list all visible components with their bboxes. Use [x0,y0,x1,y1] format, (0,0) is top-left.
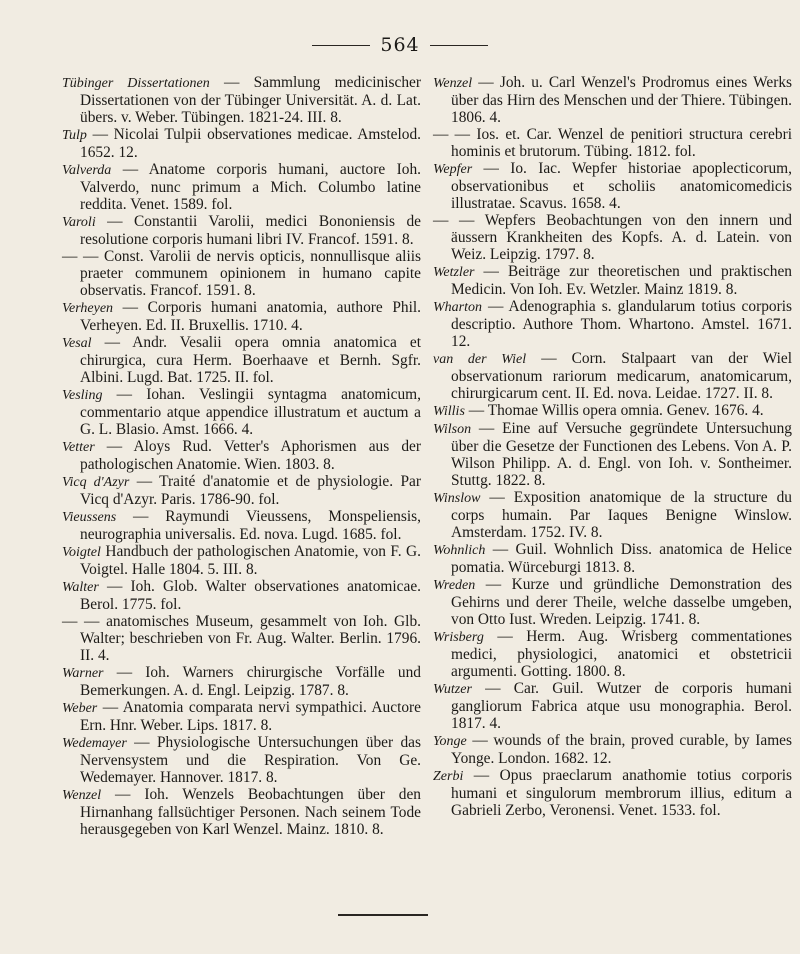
entry-text: — Anatome corporis humani, auctore Ioh. Valverdo, nunc primum a Mich. Columbo latine reddita. Venet. 1589. fol. [80,161,421,213]
entry-text: — Adenographia s. glandularum totius corporis descriptio. Authore Thom. Whartono. Amstel. 1671. 12. [451,298,792,350]
entry-author: Willis [433,404,465,419]
bibliography-entry [433,576,792,628]
entry-author: Voigtel [62,545,101,560]
bibliography-entry [62,438,421,473]
entry-text: — Guil. Wohnlich Diss. anatomica de Helice pomatia. Würceburgi 1813. 8. [451,541,792,576]
bibliography-entry [433,212,792,263]
entry-author: Zerbi [433,769,464,784]
entry-text: — Ioh. Glob. Walter observationes anatomicae. Berol. 1775. fol. [80,578,421,613]
entry-text: — Exposition anatomique de la structure du corps humain. Par Iaques Benigne Winslow. Amsterdam. 1752. IV. 8. [451,489,792,541]
entry-author: Vicq d'Azyr [62,475,130,490]
bibliography-entry [62,664,421,699]
entry-text: — Herm. Aug. Wrisberg commentationes medici, physiologici, anatomici et obstetricii argumenti. Gotting. 1800. 8. [451,628,792,680]
bibliography-entry [62,786,421,838]
entry-author: Vesling [62,388,103,403]
bibliography-entry [433,126,792,160]
entry-text: — Corporis humani anatomia, authore Phil. Verheyen. Ed. II. Bruxellis. 1710. 4. [80,299,421,334]
entry-author: Vesal [62,336,92,351]
page-number-header [0,34,800,56]
entry-text: — — anatomisches Museum, gesammelt von Ioh. Glb. Walter; beschrieben von Fr. Aug. Walter. Berlin. 1796. II. 4. [62,613,421,664]
bibliography-entry [62,74,421,126]
entry-text: — — Wepfers Beobachtungen von den innern und äussern Krankheiten des Kopfs. A. d. Latein. von Weiz. Leipzig. 1797. 8. [433,212,792,263]
bibliography-entry [62,126,421,161]
entry-author: Wepfer [433,162,473,177]
entry-text: — Ioh. Warners chirurgische Vorfälle und Bemerkungen. A. d. Engl. Leipzig. 1787. 8. [80,664,421,699]
bibliography-entry [433,628,792,680]
entry-author: van der Wiel [433,352,527,367]
bibliography-columns [62,74,792,838]
entry-text: — Physiologische Untersuchungen über das Nervensystem und die Respiration. Von Ge. Wedemayer. Hannover. 1817. 8. [80,734,421,786]
entry-text: — Car. Guil. Wutzer de corporis humani gangliorum Fabrica atque usu monographia. Berol. 1817. 4. [451,680,792,732]
entry-author: Wenzel [433,76,473,91]
bibliography-entry [433,263,792,298]
bibliography-entry [62,613,421,664]
entry-author: Winslow [433,491,481,506]
entry-author: Wharton [433,300,482,315]
bibliography-entry [433,541,792,576]
entry-text: — Thomae Willis opera omnia. Genev. 1676. 4. [464,402,764,419]
bibliography-entry [433,489,792,541]
bibliography-entry [62,734,421,786]
entry-text: — Kurze und gründliche Demonstration des Gehirns und derer Theile, welche dasselbe umgeben, von Otto Iust. Wreden. Leipzig. 1741. 8. [451,576,792,628]
entry-text: — Traité d'anatomie et de physiologie. Par Vicq d'Azyr. Paris. 1786-90. fol. [80,473,421,508]
entry-author: Wedemayer [62,736,127,751]
bibliography-entry [433,74,792,126]
bibliography-entry [62,334,421,386]
entry-author: Tübinger Dissertationen [62,76,210,91]
bibliography-entry [62,699,421,734]
bibliography-entry [433,402,792,420]
entry-author: Walter [62,580,99,595]
entry-text: — Ioh. Wenzels Beobachtungen über den Hirnanhang fallsüchtiger Personen. Nach seinem Tode herausgegeben von Karl Wenzel. Mainz. 1810. 8. [80,786,421,838]
entry-author: Varoli [62,215,96,230]
entry-author: Verheyen [62,301,114,316]
bibliography-entry [433,298,792,350]
entry-text: — Io. Iac. Wepfer historiae apoplecticorum, observationibus et scholiis anatomicomedicis illustratae. Scavus. 1658. 4. [451,160,792,212]
entry-author: Wreden [433,578,476,593]
end-rule [338,914,428,916]
bibliography-entry [62,386,421,438]
bibliography-entry [433,160,792,212]
page-number: 564 [380,34,420,56]
entry-author: Valverda [62,163,112,178]
bibliography-entry [62,161,421,213]
entry-author: Wutzer [433,682,472,697]
entry-author: Vieussens [62,510,117,525]
entry-text: — wounds of the brain, proved curable, by Iames Yonge. London. 1682. 12. [451,732,792,767]
bibliography-entry [433,767,792,819]
left-column [62,74,421,838]
entry-author: Vetter [62,440,95,455]
entry-text: — Raymundi Vieussens, Monspeliensis, neurographia universalis. Ed. nova. Lugd. 1685. fol. [80,508,421,543]
entry-text: — Joh. u. Carl Wenzel's Prodromus eines Werks über das Hirn des Menschen und der Thiere. Tübingen. 1806. 4. [451,74,792,126]
bibliography-entry [62,299,421,334]
entry-text: — Opus praeclarum anathomie totius corporis humani et singulorum membrorum illius, editum a Gabrieli Zerbo, Veronensi. Venet. 1533. fol. [451,767,792,819]
entry-text: — Sammlung medicinischer Dissertationen von der Tübinger Universität. A. d. Lat. übers. v. Weber. Tübingen. 1821-24. III. 8. [80,74,421,126]
entry-text: — Eine auf Versuche gegründete Untersuchung über die Gesetze der Functionen des Lebens. Von A. P. Wilson Philipp. A. d. Engl. von Ioh. v. Sontheimer. Stuttg. 1822. 8. [451,420,792,489]
bibliography-entry [62,543,421,578]
bibliography-entry [433,732,792,767]
entry-text: — Iohan. Veslingii syntagma anatomicum, commentario atque appendice illustratum et auctum a G. L. Blasio. Amst. 1666. 4. [80,386,421,438]
entry-text: — Constantii Varolii, medici Bononiensis de resolutione corporis humani libri IV. Francof. 1591. 8. [80,213,421,248]
entry-text: — Beiträge zur theoretischen und praktischen Medicin. Von Ioh. Ev. Wetzler. Mainz 1819. 8. [451,263,792,298]
entry-author: Wilson [433,422,472,437]
entry-text: — Anatomia comparata nervi sympathici. Auctore Ern. Hnr. Weber. Lips. 1817. 8. [80,699,421,734]
header-rule-left [312,45,370,46]
bibliography-entry [62,213,421,248]
bibliography-entry [433,680,792,732]
entry-author: Weber [62,701,98,716]
entry-text: Handbuch der pathologischen Anatomie, von F. G. Voigtel. Halle 1804. 5. III. 8. [80,543,421,578]
bibliography-entry [62,248,421,299]
header-rule-right [430,45,488,46]
entry-author: Wrisberg [433,630,484,645]
entry-text: — — Const. Varolii de nervis opticis, nonnullisque aliis praeter communem opinionem in humano capite observatis. Francof. 1591. 8. [62,248,421,299]
entry-text: — Corn. Stalpaart van der Wiel observationum rariorum medicarum, anatomicarum, chirurgicarum cent. II. Ed. nova. Leidae. 1727. II. 8. [451,350,792,402]
entry-author: Yonge [433,734,467,749]
entry-text: — Aloys Rud. Vetter's Aphorismen aus der pathologischen Anatomie. Wien. 1803. 8. [80,438,421,473]
bibliography-entry [62,508,421,543]
entry-author: Tulp [62,128,87,143]
entry-text: — — Ios. et. Car. Wenzel de penitiori structura cerebri hominis et brutorum. Tübing. 1812. fol. [433,126,792,160]
entry-text: — Nicolai Tulpii observationes medicae. Amstelod. 1652. 12. [80,126,421,161]
entry-author: Wenzel [62,788,102,803]
entry-text: — Andr. Vesalii opera omnia anatomica et chirurgica, cura Herm. Boerhaave et Bernh. Sgfr. Albini. Lugd. Bat. 1725. II. fol. [80,334,421,386]
bibliography-entry [433,350,792,402]
bibliography-entry [62,473,421,508]
entry-author: Wetzler [433,265,475,280]
entry-author: Warner [62,666,104,681]
bibliography-entry [62,578,421,613]
right-column [433,74,792,838]
entry-author: Wohnlich [433,543,486,558]
bibliography-entry [433,420,792,489]
